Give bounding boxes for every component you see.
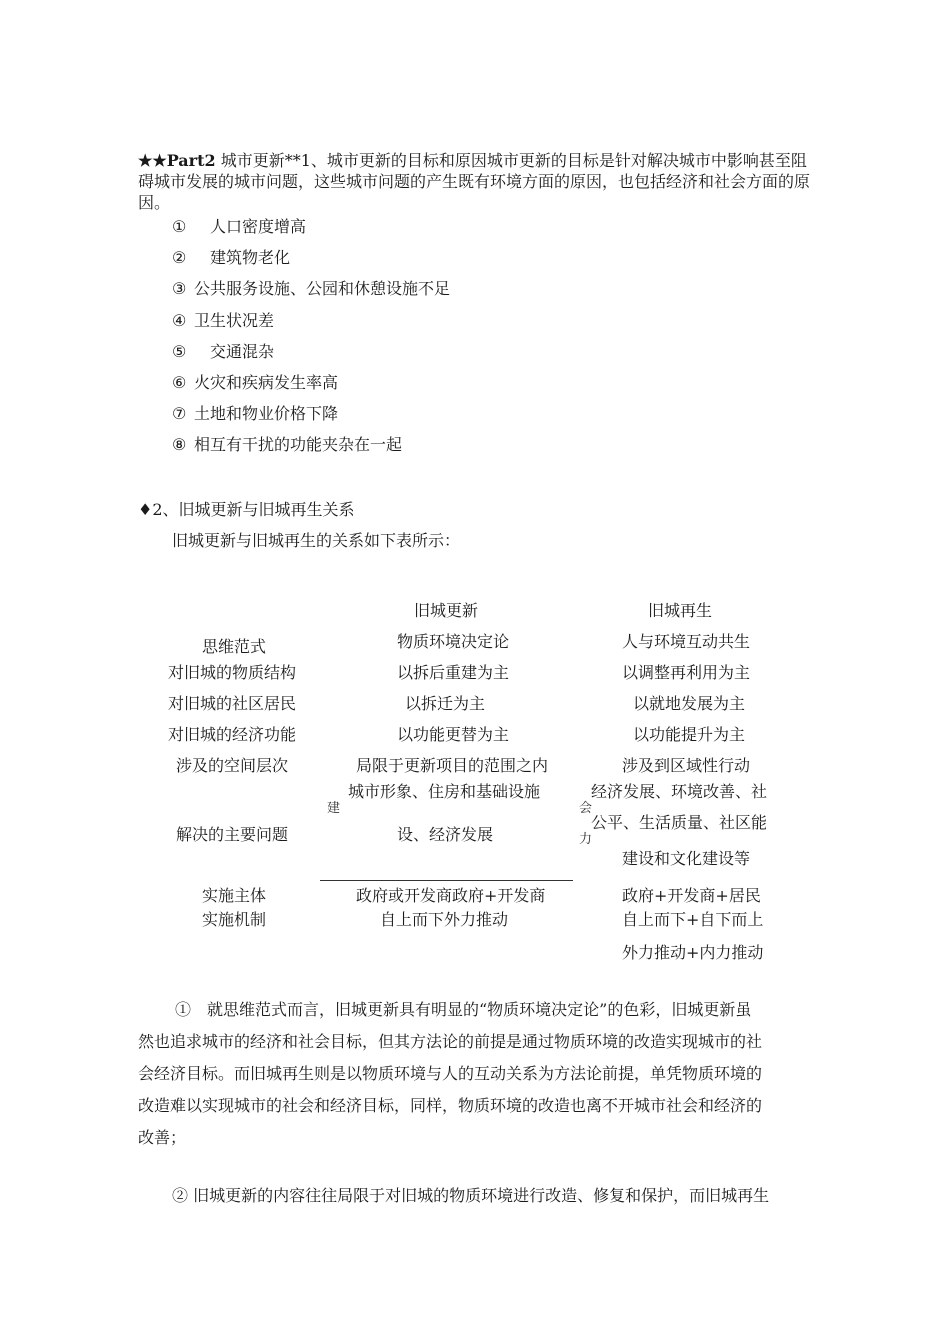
column-header-old: 旧城更新 — [414, 601, 479, 620]
cell-new: 以就地发展为主 — [633, 694, 746, 713]
row-label: 实施主体 — [202, 886, 267, 905]
column-header-new: 旧城再生 — [648, 601, 713, 620]
cell-new: 以功能提升为主 — [633, 725, 746, 744]
cell-new: 自上而下+自下而上 — [622, 910, 764, 929]
paragraph-line: 改善； — [138, 1128, 187, 1147]
row-label: 对旧城的社区居民 — [168, 694, 297, 713]
cell-new: 公平、生活质量、社区能 — [591, 813, 768, 832]
list-item: ③ 公共服务设施、公园和休憩设施不足 — [172, 279, 451, 298]
paragraph-line: 然也追求城市的经济和社会目标，但其方法论的前提是通过物质环境的改造实现城市的社 — [138, 1032, 763, 1051]
list-item: ① 人口密度增高 — [172, 217, 307, 236]
paragraph-line: 改造难以实现城市的社会和经济目标，同样，物质环境的改造也离不开城市社会和经济的 — [138, 1096, 763, 1115]
overflow-fragment: 力 — [579, 832, 593, 847]
section-lead: 旧城更新与旧城再生的关系如下表所示： — [172, 531, 461, 550]
cell-new: 经济发展、环境改善、社 — [591, 782, 768, 801]
list-item: ② 建筑物老化 — [172, 248, 291, 267]
list-item: ⑦ 土地和物业价格下降 — [172, 404, 339, 423]
row-label: 实施机制 — [202, 910, 267, 929]
cell-old: 政府或开发商政府+开发商 — [356, 886, 546, 905]
cell-old: 以拆后重建为主 — [397, 663, 510, 682]
cell-old: 城市形象、住房和基础设施 — [348, 782, 541, 801]
list-item: ⑤ 交通混杂 — [172, 342, 275, 361]
cell-new: 政府+开发商+居民 — [622, 886, 761, 905]
overflow-fragment: 建 — [327, 801, 341, 816]
list-item: ④ 卫生状况差 — [172, 311, 275, 330]
cell-old: 物质环境决定论 — [397, 632, 510, 651]
row-label: 解决的主要问题 — [176, 825, 289, 844]
overflow-fragment: 会 — [579, 801, 593, 816]
cell-old: 自上而下外力推动 — [380, 910, 509, 929]
list-item: ⑧ 相互有干扰的功能夹杂在一起 — [172, 435, 403, 454]
cell-old: 局限于更新项目的范围之内 — [356, 756, 549, 775]
paragraph-line: 会经济目标。而旧城再生则是以物质环境与人的互动关系为方法论前提，单凭物质环境的 — [138, 1064, 763, 1083]
intro-paragraph — [138, 150, 818, 213]
row-label: 对旧城的经济功能 — [168, 725, 297, 744]
paragraph-line: ② 旧城更新的内容往往局限于对旧城的物质环境进行改造、修复和保护，而旧城再生 — [172, 1186, 770, 1205]
cell-old: 以拆迁为主 — [405, 694, 486, 713]
cell-new: 涉及到区域性行动 — [622, 756, 751, 775]
intro-lead: ★★Part2 — [138, 151, 216, 170]
cell-new: 人与环境互动共生 — [622, 632, 751, 651]
cell-old: 设、经济发展 — [397, 825, 494, 844]
section-heading: ♦2、旧城更新与旧城再生关系 — [138, 500, 355, 519]
cell-new: 外力推动+内力推动 — [622, 943, 764, 962]
row-label: 对旧城的物质结构 — [168, 663, 297, 682]
cell-new: 以调整再利用为主 — [622, 663, 751, 682]
cell-new: 建设和文化建设等 — [622, 849, 751, 868]
paragraph-line: ① 就思维范式而言，旧城更新具有明显的“物质环境决定论”的色彩，旧城更新虽 — [175, 1000, 752, 1019]
cell-old: 以功能更替为主 — [397, 725, 510, 744]
table-divider — [320, 880, 573, 881]
row-label: 思维范式 — [202, 637, 267, 656]
intro-text: 城市更新**1、城市更新的目标和原因城市更新的目标是针对解决城市中影响甚至阻碍城市发展的城市问题，这些城市问题的产生既有环境方面的原因，也包括经济和社会方面的原因。 — [138, 151, 811, 212]
row-label: 涉及的空间层次 — [176, 756, 289, 775]
list-item: ⑥ 火灾和疾病发生率高 — [172, 373, 339, 392]
